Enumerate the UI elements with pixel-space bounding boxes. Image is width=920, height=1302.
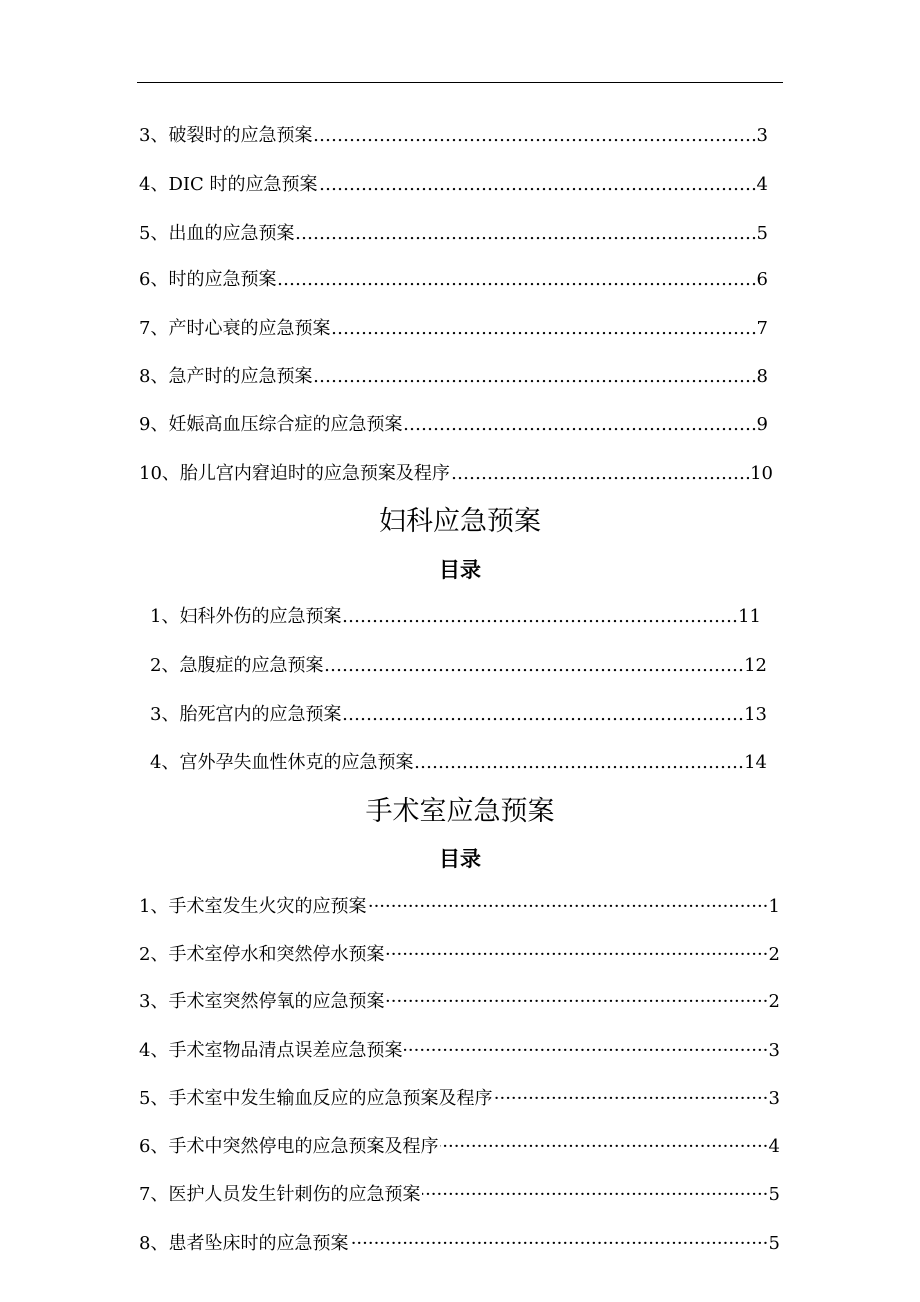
section-title-gynecology: 妇科应急预案: [379, 506, 541, 537]
toc-entry-label: 2、手术室停水和突然停水预案: [139, 939, 386, 971]
toc-entry-page: 3: [768, 1035, 780, 1067]
toc-entry-page: 5: [768, 1228, 780, 1260]
toc-entry[interactable]: [150, 747, 767, 779]
toc-entry-page: 4: [768, 1131, 780, 1163]
toc-entry[interactable]: [150, 650, 767, 682]
toc-entry-label: 3、胎死宫内的应急预案: [150, 699, 343, 731]
toc-entry-page: 2: [768, 986, 780, 1018]
toc-entry[interactable]: [139, 891, 780, 923]
toc-entry-page: 6: [756, 264, 768, 296]
toc-entry[interactable]: [139, 409, 768, 441]
toc-entry-label: 4、宫外孕失血性休克的应急预案: [150, 747, 415, 779]
toc-entry[interactable]: [139, 1131, 780, 1163]
toc-entry-label: 9、妊娠高血压综合症的应急预案: [139, 409, 404, 441]
toc-entry-page: 2: [768, 939, 780, 971]
toc-entry-page: 3: [756, 120, 768, 152]
toc-entry[interactable]: [139, 458, 773, 490]
toc-entry-label: 8、急产时的应急预案: [139, 361, 314, 393]
toc-entry-label: 10、胎儿宫内窘迫时的应急预案及程序: [139, 458, 452, 490]
toc-entry[interactable]: [139, 218, 768, 250]
toc-entry-page: 10: [749, 458, 773, 490]
toc-entry-label: 1、手术室发生火灾的应预案: [139, 891, 368, 923]
toc-entry[interactable]: [139, 120, 768, 152]
toc-entry[interactable]: [139, 169, 768, 201]
toc-entry-page: 4: [756, 169, 768, 201]
toc-entry[interactable]: [139, 313, 768, 345]
toc-entry-page: 13: [743, 699, 767, 731]
toc-entry-page: 14: [743, 747, 767, 779]
toc-entry-label: 5、出血的应急预案: [139, 218, 296, 250]
toc-entry-page: 7: [756, 313, 768, 345]
toc-entry-label: 3、破裂时的应急预案: [139, 120, 314, 152]
toc-entry[interactable]: [139, 264, 768, 296]
toc-entry[interactable]: [139, 1228, 780, 1260]
toc-entry[interactable]: [150, 699, 767, 731]
toc-entry-label: 4、手术室物品清点误差应急预案: [139, 1035, 404, 1067]
toc-entry-page: 1: [768, 891, 780, 923]
toc-entry[interactable]: [139, 986, 780, 1018]
toc-entry[interactable]: [139, 361, 768, 393]
toc-heading-operating-room: 目录: [439, 846, 481, 871]
toc-entry-page: 3: [768, 1083, 780, 1115]
toc-entry[interactable]: [139, 1035, 780, 1067]
toc-entry[interactable]: [150, 601, 761, 633]
toc-entry[interactable]: [139, 939, 780, 971]
toc-entry-label: 3、手术室突然停氧的应急预案: [139, 986, 386, 1018]
toc-entry-page: 5: [756, 218, 768, 250]
toc-entry-label: 2、急腹症的应急预案: [150, 650, 325, 682]
toc-entry-label: 8、患者坠床时的应急预案: [139, 1228, 350, 1260]
toc-entry-label: 6、时的应急预案: [139, 264, 278, 296]
toc-entry-page: 11: [737, 601, 761, 633]
toc-entry-label: 6、手术中突然停电的应急预案及程序: [139, 1131, 440, 1163]
section-title-operating-room: 手术室应急预案: [365, 796, 555, 827]
toc-entry[interactable]: [139, 1179, 780, 1211]
toc-entry-page: 8: [756, 361, 768, 393]
header-rule: [137, 82, 783, 83]
toc-entry-label: 5、手术室中发生输血反应的应急预案及程序: [139, 1083, 494, 1115]
toc-entry-label: 7、医护人员发生针刺伤的应急预案: [139, 1179, 422, 1211]
toc-entry-label: 4、DIC 时的应急预案: [139, 169, 320, 201]
toc-heading-gynecology: 目录: [439, 557, 481, 582]
toc-entry[interactable]: [139, 1083, 780, 1115]
toc-entry-label: 1、妇科外伤的应急预案: [150, 601, 343, 633]
toc-entry-page: 9: [756, 409, 768, 441]
toc-entry-page: 12: [743, 650, 767, 682]
toc-entry-label: 7、产时心衰的应急预案: [139, 313, 332, 345]
toc-entry-page: 5: [768, 1179, 780, 1211]
